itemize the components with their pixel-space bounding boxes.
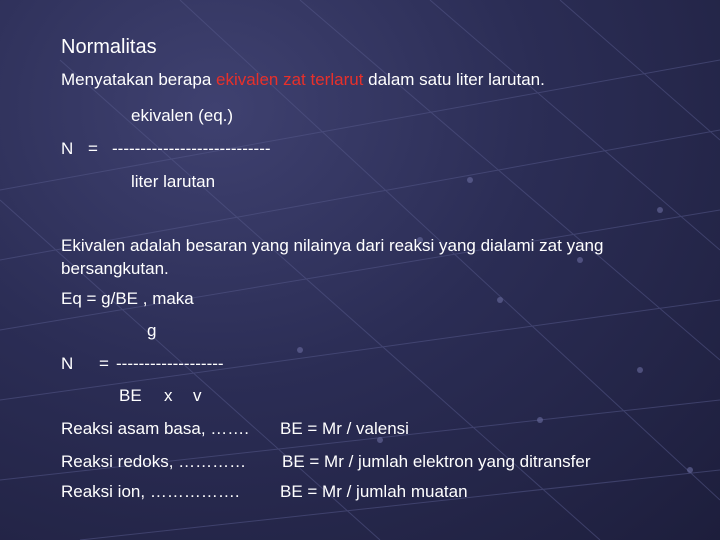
eq-relation: Eq = g/BE , maka [61,289,194,308]
ekivalen-definition: Ekivalen adalah besaran yang nilainya dari reaksi yang dialami zat yang bersangkutan. [61,236,604,278]
reaction-label-acid-base: Reaksi asam basa, ……. [61,419,250,438]
reaction-be-acid-base: BE = Mr / valensi [280,419,409,438]
definition-highlight: ekivalen zat terlarut [216,70,364,89]
formula1-lhs: N [61,139,74,158]
formula2-numerator: g [147,321,157,340]
definition-line [61,70,545,90]
reaction-label-redox: Reaksi redoks, ………… [61,452,247,471]
formula1-numerator: ekivalen (eq.) [131,106,234,125]
slide-title: Normalitas [61,36,157,58]
definition-after: dalam satu liter larutan. [363,70,545,89]
formula2-lhs: N [61,354,74,373]
formula2-equals: = [99,354,109,373]
formula2-fraction-bar: ------------------- [116,354,224,373]
definition-before: Menyatakan berapa [61,70,216,89]
formula1-fraction-bar: ---------------------------- [112,139,271,158]
formula1-equals: = [88,139,98,158]
formula2-denominator-x: x [164,386,173,405]
reaction-be-redox: BE = Mr / jumlah elektron yang ditransfer [282,452,591,471]
formula2-denominator-be: BE [119,386,142,405]
formula2-denominator-v: v [193,386,202,405]
formula1-denominator: liter larutan [131,172,216,191]
reaction-label-ion: Reaksi ion, ……………. [61,482,240,501]
reaction-be-ion: BE = Mr / jumlah muatan [280,482,468,501]
